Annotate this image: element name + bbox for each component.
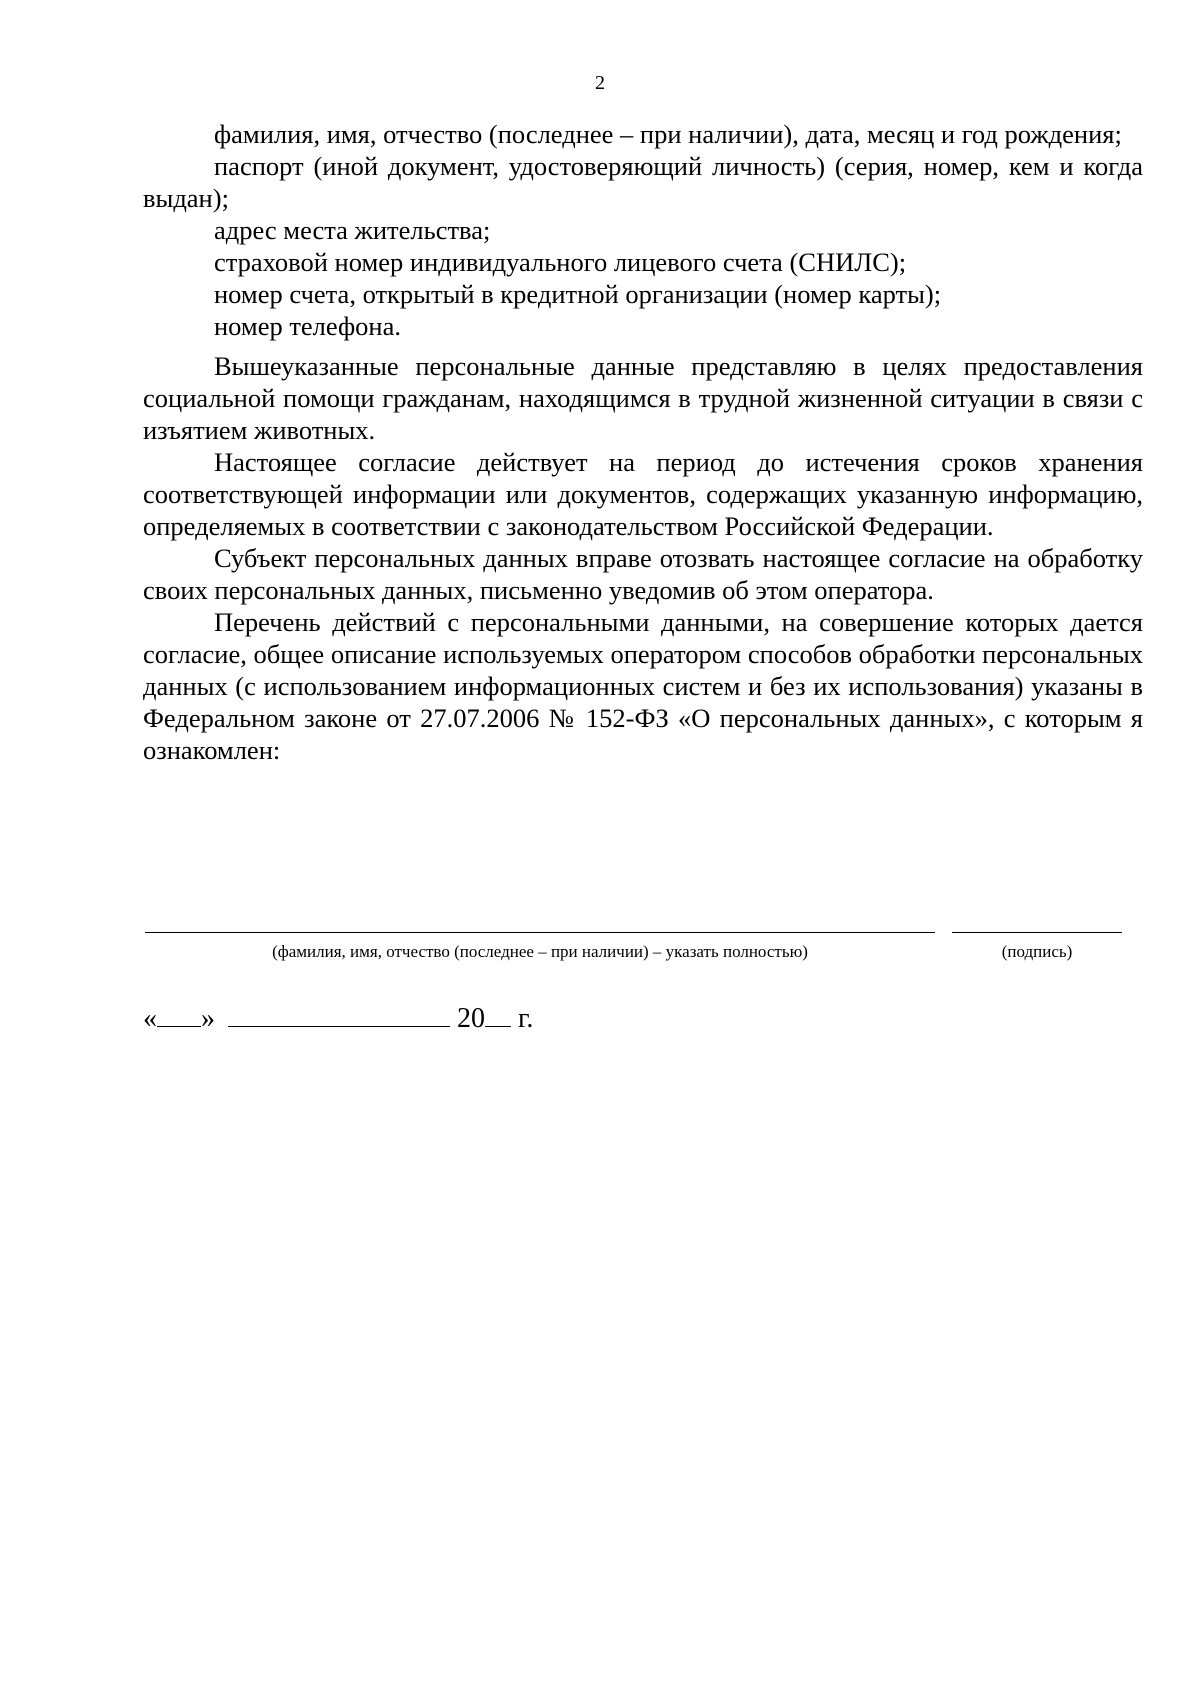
- paragraph-full-name-item: фамилия, имя, отчество (последнее – при наличии), дата, месяц и год рождения;: [214, 119, 1122, 149]
- year-prefix: 20: [457, 1003, 485, 1034]
- paragraph-snils-item: страховой номер индивидуального лицевого счета (СНИЛС);: [214, 247, 907, 277]
- year-suffix: г.: [518, 1003, 534, 1034]
- signature-line[interactable]: [952, 932, 1122, 933]
- page-number: 2: [595, 72, 605, 94]
- year-blank[interactable]: [485, 1000, 511, 1027]
- paragraph-validity: Настоящее согласие действует на период до истечения сроков хранения соответствующей информации или документов, содержащих указанную информацию, определяемых в соответствии с законодательством Российской Федерации.: [143, 447, 1143, 541]
- paragraph-passport-item: паспорт (иной документ, удостоверяющий личность) (серия, номер, кем и когда выдан);: [143, 151, 1143, 213]
- full-name-caption: (фамилия, имя, отчество (последнее – при наличии) – указать полностью): [272, 942, 808, 961]
- date-line: [143, 1000, 533, 1034]
- signature-block: [0, 932, 1200, 972]
- paragraph-phone-item: номер телефона.: [214, 311, 401, 341]
- signature-caption: (подпись): [1001, 942, 1073, 961]
- paragraph-actions-list: Перечень действий с персональными данными, на совершение которых дается согласие, общее описание используемых оператором способов обработки персональных данных (с использованием информационных систем и без их использования) указаны в Федеральном законе от 27.07.2006 № 152-ФЗ «О персональных данных», с которым я ознакомлен:: [143, 607, 1143, 765]
- close-quote: »: [201, 1003, 215, 1034]
- paragraph-account-item: номер счета, открытый в кредитной организации (номер карты);: [214, 279, 942, 309]
- full-name-line[interactable]: [145, 932, 935, 933]
- open-quote: «: [143, 1003, 157, 1034]
- day-blank[interactable]: [157, 1000, 201, 1027]
- month-blank[interactable]: [228, 1000, 450, 1027]
- paragraph-revocation: Субъект персональных данных вправе отозвать настоящее согласие на обработку своих персональных данных, письменно уведомив об этом оператора.: [143, 543, 1143, 605]
- document-body: [143, 118, 1143, 766]
- paragraph-address-item: адрес места жительства;: [214, 215, 491, 245]
- paragraph-purpose: Вышеуказанные персональные данные представляю в целях предоставления социальной помощи гражданам, находящимся в трудной жизненной ситуации в связи с изъятием животных.: [143, 351, 1143, 445]
